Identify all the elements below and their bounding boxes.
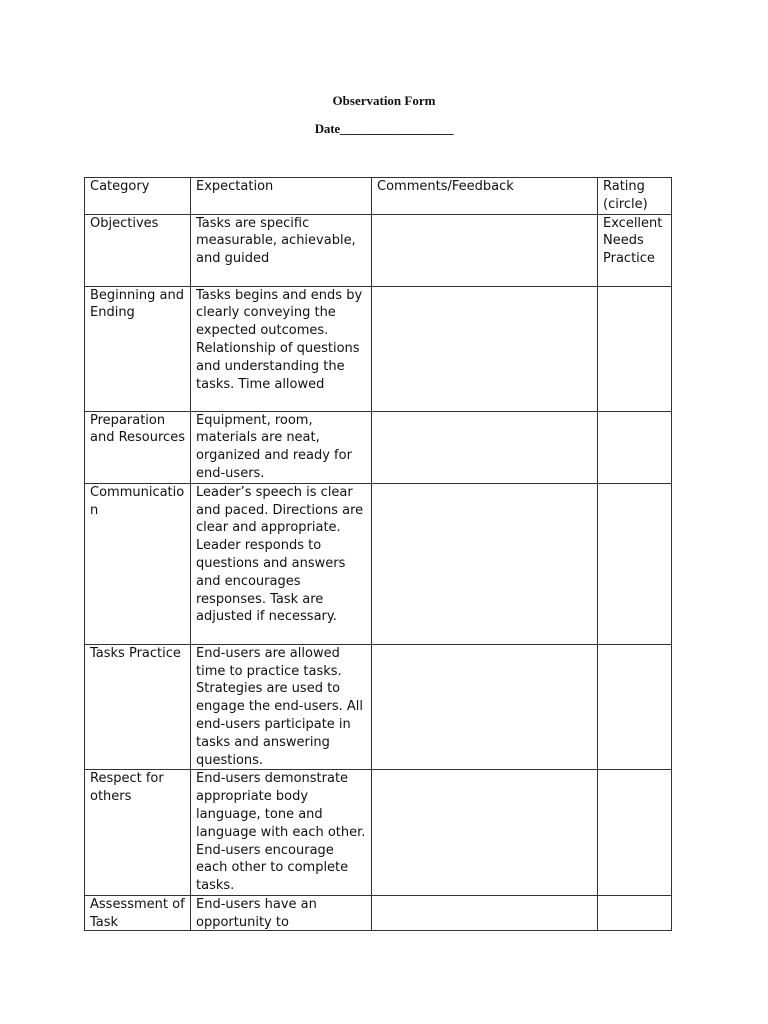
expectation-cell: End-users demonstrate appropriate body language, tone and language with each other. End-users encourage each other to complete tasks. [191, 770, 372, 896]
expectation-cell: End-users are allowed time to practice tasks. Strategies are used to engage the end-users. All end-users participate in tasks and answering questions. [191, 644, 372, 770]
expectation-cell: Tasks are specific measurable, achievable, and guided [191, 214, 372, 286]
table-row [85, 411, 672, 483]
category-cell: Objectives [85, 214, 191, 286]
category-cell: Communication [85, 483, 191, 644]
table-header-row [85, 178, 672, 215]
table-row [85, 214, 672, 286]
table-row [85, 895, 672, 930]
expectation-text: End-users have an opportunity to [196, 896, 317, 930]
header-comments: Comments/Feedback [372, 178, 598, 215]
comments-cell[interactable] [372, 770, 598, 896]
comments-cell[interactable] [372, 644, 598, 770]
table-row [85, 770, 672, 896]
comments-cell[interactable] [372, 895, 598, 930]
rating-cell[interactable] [598, 214, 672, 286]
table-row [85, 286, 672, 411]
form-title: Observation Form [332, 93, 436, 108]
rating-cell[interactable] [598, 770, 672, 896]
rating-cell[interactable] [598, 411, 672, 483]
comments-cell[interactable] [372, 411, 598, 483]
category-cell: Beginning and Ending [85, 286, 191, 411]
comments-cell[interactable] [372, 214, 598, 286]
comments-cell[interactable] [372, 286, 598, 411]
rating-cell[interactable] [598, 483, 672, 644]
date-line: Date__________________ [314, 121, 454, 136]
rating-cell[interactable] [598, 286, 672, 411]
category-cell [85, 895, 191, 930]
header-expectation: Expectation [191, 178, 372, 215]
comments-cell[interactable] [372, 483, 598, 644]
expectation-cell: Leader’s speech is clear and paced. Directions are clear and appropriate. Leader responds to questions and answers and encourages responses. Task are adjusted if necessary. [191, 483, 372, 644]
observation-table [84, 177, 672, 931]
rating-option-excellent[interactable]: Excellent [603, 215, 663, 231]
table-row [85, 483, 672, 644]
header-category: Category [85, 178, 191, 215]
expectation-text: Tasks begins and ends by clearly conveying the expected outcomes. Relationship of questions and understanding the tasks. Time allowed [196, 287, 363, 392]
table-row [85, 644, 672, 770]
expectation-cell [191, 895, 372, 930]
rating-cell[interactable] [598, 644, 672, 770]
rating-cell[interactable] [598, 895, 672, 930]
category-text: Assessment of Task [90, 896, 185, 930]
rating-option-needs-practice[interactable]: Needs Practice [603, 233, 655, 267]
expectation-cell [191, 286, 372, 411]
category-cell: Respect for others [85, 770, 191, 896]
header-rating: Rating (circle) [598, 178, 672, 215]
category-cell: Tasks Practice [85, 644, 191, 770]
category-cell: Preparation and Resources [85, 411, 191, 483]
expectation-cell: Equipment, room, materials are neat, organized and ready for end-users. [191, 411, 372, 483]
